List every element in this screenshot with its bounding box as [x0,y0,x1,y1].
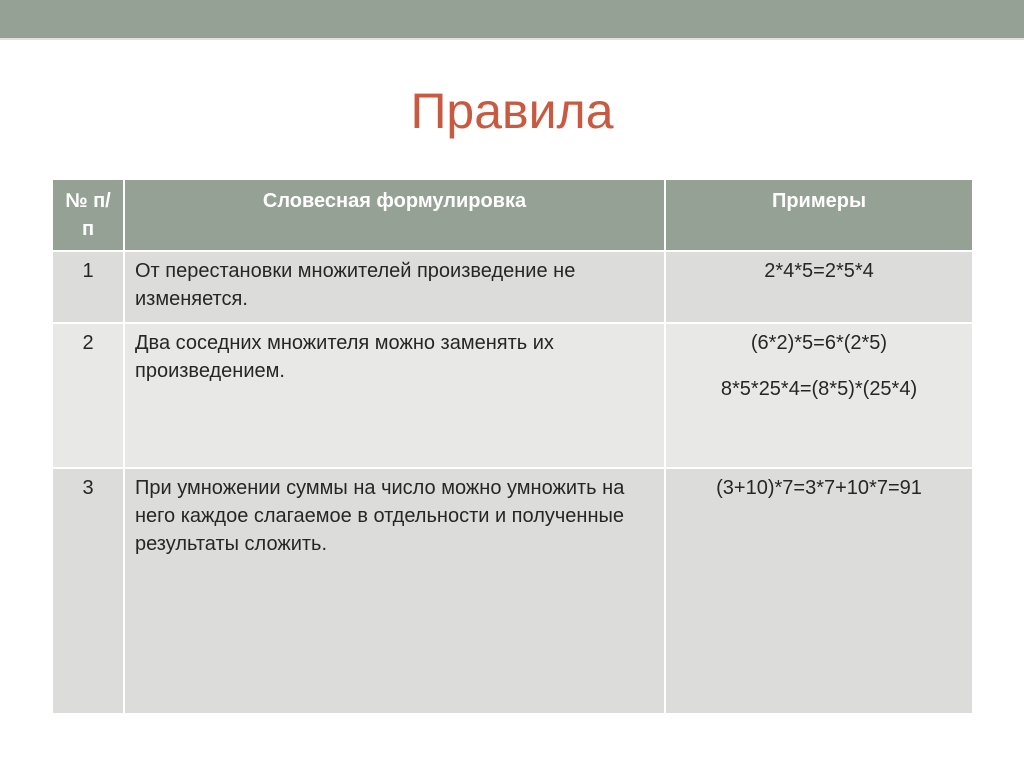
header-examples: Примеры [666,180,972,250]
table-header-row [53,180,972,250]
rule-examples [666,324,972,467]
rules-table [51,178,974,715]
example-formula: (3+10)*7=3*7+10*7=91 [716,477,922,499]
header-formulation: Словесная формулировка [125,180,664,250]
header-number: № п/п [53,180,123,250]
top-decor-line [0,38,1024,40]
rule-formulation: Два соседних множителя можно заменять их произведением. [125,324,664,467]
example-formula: (6*2)*5=6*(2*5) [750,332,888,354]
rule-formulation: От перестановки множителей произведение не изменяется. [125,252,664,322]
row-number: 1 [53,252,123,322]
table-row [53,469,972,713]
rule-examples [666,469,972,713]
row-number: 3 [53,469,123,713]
example-formula: 8*5*25*4=(8*5)*(25*4) [720,378,918,400]
slide-title: Правила [410,83,614,139]
table-row [53,252,972,322]
table-row [53,324,972,467]
top-decor-bar [0,0,1024,38]
row-number: 2 [53,324,123,467]
example-formula: 2*4*5=2*5*4 [764,260,874,282]
rule-formulation: При умножении суммы на число можно умножить на него каждое слагаемое в отдельности и полученные результаты сложить. [125,469,664,713]
rule-examples [666,252,972,322]
